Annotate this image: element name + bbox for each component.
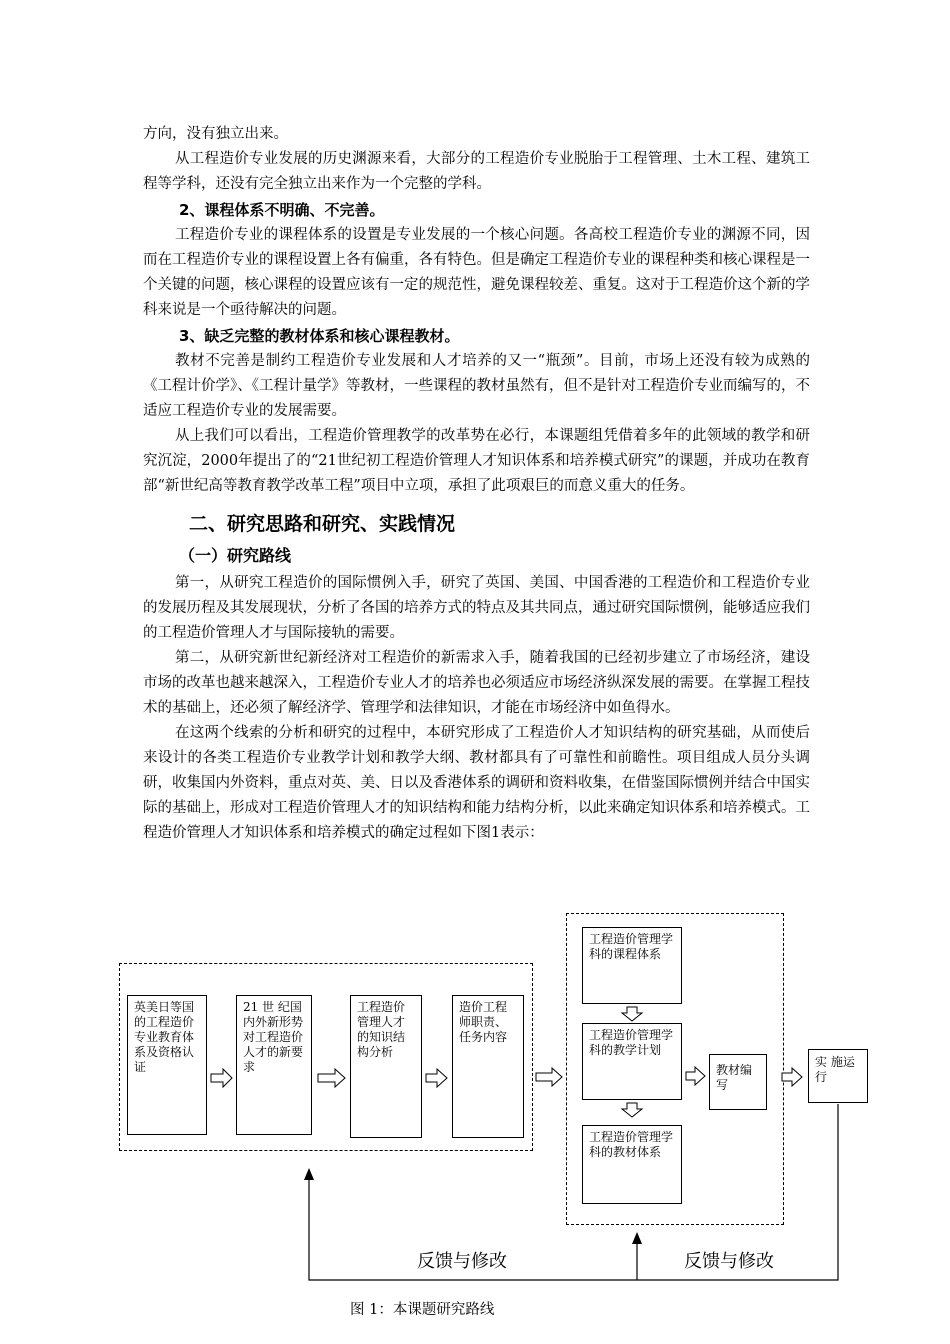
paragraph: 工程造价专业的课程体系的设置是专业发展的一个核心问题。各高校工程造价专业的渊源不同，因而在工程造价专业的课程设置上各有偏重，各有特色。但是确定工程造价专业的课程种类和核心课程是一个关键的问题，核心课程的设置应该有一定的规范性，避免课程较差、重复。这对于工程造价这个新的学科来说是一个亟待解决的问题。 bbox=[143, 227, 810, 318]
figure-caption: 图 1：本课题研究路线 bbox=[350, 1302, 495, 1318]
hollow-down-arrow-icon bbox=[622, 1007, 642, 1021]
feedback-label-right: 反馈与修改 bbox=[684, 1251, 774, 1272]
box-new-requirements: 21 世 纪国内外新形势对工程造价人才的新要求 bbox=[236, 995, 312, 1135]
hollow-arrow-icon bbox=[211, 1069, 232, 1087]
heading-item-2: 2、课程体系不明确、不完善。 bbox=[179, 201, 385, 219]
hollow-arrow-icon bbox=[318, 1069, 345, 1087]
box-textbook-system: 工程造价管理学科的教材体系 bbox=[582, 1125, 682, 1204]
paragraph: 方向，没有独立出来。 bbox=[143, 126, 288, 142]
hollow-arrow-icon bbox=[686, 1067, 705, 1085]
subsection-title: （一）研究路线 bbox=[179, 546, 292, 565]
paragraph: 第一，从研究工程造价的国际惯例入手，研究了英国、美国、中国香港的工程造价和工程造价专业的发展历程及其发展现状，分析了各国的培养方式的特点及其共同点，通过研究国际惯例，能够适应我们的工程造价管理人才与国际接轨的需要。 bbox=[143, 575, 810, 641]
box-implementation: 实 施运行 bbox=[808, 1049, 868, 1103]
paragraph: 教材不完善是制约工程造价专业发展和人才培养的又一“瓶颈”。目前，市场上还没有较为成熟的《工程计价学》、《工程计量学》等教材，一些课程的教材虽然有，但不是针对工程造价专业而编写的，不适应工程造价专业的发展需要。 bbox=[143, 353, 810, 419]
hollow-arrow-icon bbox=[536, 1068, 562, 1086]
hollow-arrow-icon bbox=[426, 1069, 447, 1087]
paragraph: 从工程造价专业发展的历史渊源来看，大部分的工程造价专业脱胎于工程管理、土木工程、建筑工程等学科，还没有完全独立出来作为一个完整的学科。 bbox=[143, 151, 810, 192]
feedback-label-left: 反馈与修改 bbox=[417, 1251, 507, 1272]
paragraph: 从上我们可以看出，工程造价管理教学的改革势在必行，本课题组凭借着多年的此领域的教学和研究沉淀，2000年提出了的“21世纪初工程造价管理人才知识体系和培养模式研究”的课题，并成功在教育部“新世纪高等教育教学改革工程”项目中立项，承担了此项艰巨的而意义重大的任务。 bbox=[143, 428, 810, 494]
arrowhead-up-icon bbox=[632, 1232, 642, 1244]
paragraph: 在这两个线索的分析和研究的过程中，本研究形成了工程造价人才知识结构的研究基础，从而使后来设计的各类工程造价专业教学计划和教学大纲、教材都具有了可靠性和前瞻性。项目组成人员分头调研，收集国内外资料，重点对英、美、日以及香港体系的调研和资料收集，在借鉴国际惯例并结合中国实际的基础上，形成对工程造价管理人才的知识结构和能力结构分析，以此来确定知识体系和培养模式。工程造价管理人才知识体系和培养模式的确定过程如下图1表示： bbox=[143, 725, 810, 841]
hollow-arrow-icon bbox=[782, 1068, 802, 1086]
paragraph: 第二，从研究新世纪新经济对工程造价的新需求入手，随着我国的已经初步建立了市场经济，建设市场的改革也越来越深入，工程造价专业人才的培养也必须适应市场经济纵深发展的需要。在掌握工程技术的基础上，还必须了解经济学、管理学和法律知识，才能在市场经济中如鱼得水。 bbox=[143, 650, 810, 716]
box-international-education: 英美日等国的工程造价专业教育体系及资格认证 bbox=[127, 995, 207, 1135]
heading-item-3: 3、缺乏完整的教材体系和核心课程教材。 bbox=[179, 327, 460, 345]
hollow-down-arrow-icon bbox=[622, 1103, 642, 1117]
arrowhead-up-icon bbox=[304, 1168, 314, 1180]
box-engineer-duties: 造价工程师职责、任务内容 bbox=[452, 995, 524, 1138]
box-teaching-plan: 工程造价管理学科的教学计划 bbox=[582, 1023, 682, 1100]
box-textbook-writing: 教材编写 bbox=[709, 1054, 767, 1110]
section-title: 二、研究思路和研究、实践情况 bbox=[189, 513, 456, 535]
box-course-system: 工程造价管理学科的课程体系 bbox=[582, 927, 682, 1004]
box-knowledge-structure: 工程造价管理人才的知识结构分析 bbox=[350, 995, 422, 1138]
